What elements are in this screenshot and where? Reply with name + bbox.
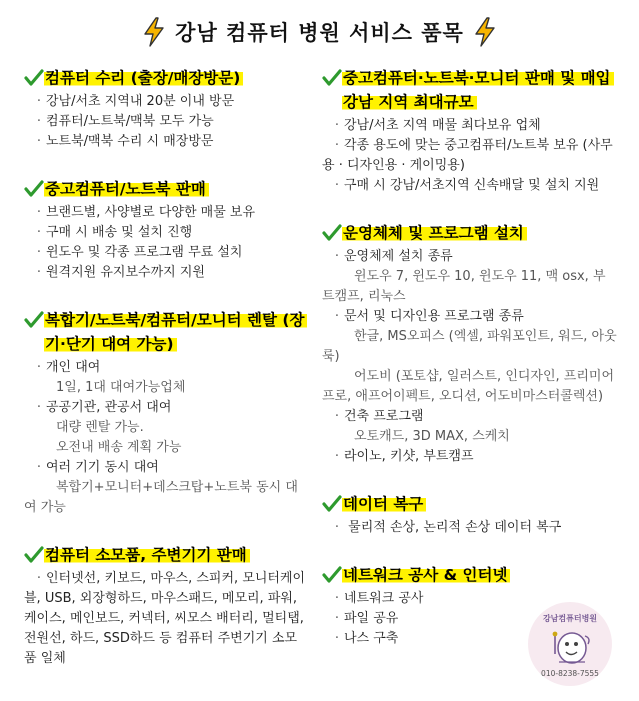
list-item-text: 각종 용도에 맞는 중고컴퓨터/노트북 보유 (사무용 · 디자인용 · 게이밍용): [322, 138, 613, 173]
list-sub-item: 오토캐드, 3D MAX, 스케치: [354, 429, 510, 444]
check-mark-icon: [24, 311, 44, 329]
check-mark-icon: [24, 180, 44, 198]
left-column: [24, 66, 308, 694]
section-heading: [44, 66, 243, 90]
list-item-text: 윈도우 및 각종 프로그램 무료 설치: [46, 245, 243, 260]
list-item-text: 원격지원 유지보수까지 지원: [46, 265, 205, 280]
section-heading: [342, 66, 618, 114]
company-logo: [528, 602, 612, 686]
list-item: · 문서 및 디자인용 프로그램 종류: [334, 309, 524, 324]
list-item-text: 구매 시 강남/서초지역 신속배달 및 설치 지원: [344, 178, 600, 193]
list-item: · 운영체제 설치 종류: [334, 249, 453, 264]
check-mark-icon: [24, 69, 44, 87]
list-item: · 건축 프로그램: [334, 409, 424, 424]
list-item: · 여러 기기 동시 대여: [36, 460, 159, 475]
list-item: · 브랜드별, 사양별로 다양한 매물 보유: [36, 205, 256, 220]
lightning-bolt-icon: [143, 17, 165, 47]
list-item: · 구매 시 배송 및 설치 진행: [36, 225, 193, 240]
service-section: [322, 492, 618, 538]
list-item: · 강남/서초 지역 매물 최다보유 업체: [334, 118, 541, 133]
service-section: [24, 66, 308, 152]
list-sub-item: 오전내 배송 계획 가능: [56, 440, 182, 455]
section-heading-text: 운영체체 및 프로그램 설치: [342, 224, 527, 242]
check-mark-icon: [24, 546, 44, 564]
list-item-text: 구매 시 배송 및 설치 진행: [46, 225, 193, 240]
list-item-text: 운영체제 설치 종류: [344, 249, 453, 264]
list-item-text: 브랜드별, 사양별로 다양한 매물 보유: [46, 205, 256, 220]
list-item: · 구매 시 강남/서초지역 신속배달 및 설치 지원: [334, 178, 600, 193]
list-item: · 물리적 손상, 논리적 손상 데이터 복구: [334, 520, 562, 535]
lightning-bolt-icon: [474, 17, 496, 47]
list-item: · 개인 대여: [36, 360, 101, 375]
list-item-text: 건축 프로그램: [344, 409, 424, 424]
list-item: · 라이노, 키샷, 부트캠프: [334, 449, 474, 464]
section-heading-text: 컴퓨터 수리 (출장/매장방문): [44, 69, 243, 87]
list-item: · 컴퓨터/노트북/맥북 모두 가능: [36, 114, 214, 129]
page-title: 강남 컴퓨터 병원 서비스 품목: [175, 21, 464, 45]
check-mark-icon: [322, 224, 342, 242]
list-item-text: 문서 및 디자인용 프로그램 종류: [344, 309, 524, 324]
list-item-text: 공공기관, 관공서 대여: [46, 400, 172, 415]
list-item-text: 라이노, 키샷, 부트캠프: [344, 449, 474, 464]
list-item: · 네트워크 공사: [334, 591, 424, 606]
list-item: · 노트북/맥북 수리 시 매장방문: [36, 134, 214, 149]
list-item-text: 강남/서초 지역 매물 최다보유 업체: [344, 118, 541, 133]
list-item-text: 인터넷선, 키보드, 마우스, 스피커, 모니터케이블, USB, 외장형하드, 마우스패드, 메모리, 파워, 케이스, 메인보드, 커넥터, 씨모스 배터리, 멀티탭, 전원선, 하드, SSD하드 등 컴퓨터 주변기기 소모품 일체: [24, 571, 306, 666]
mascot-logo-icon: [547, 624, 593, 668]
check-mark-icon: [322, 495, 342, 513]
section-heading: [44, 308, 308, 356]
list-item-text: 강남/서초 지역내 20분 이내 방문: [46, 94, 235, 109]
list-sub-item-text: 한글, MS오피스 (엑셀, 파워포인트, 워드, 아웃룩): [322, 329, 617, 364]
section-heading: [342, 221, 527, 245]
list-sub-item: 대량 렌탈 가능.: [56, 420, 144, 435]
section-heading: [342, 563, 510, 587]
list-item: · 파일 공유: [334, 611, 399, 626]
list-sub-item-text: 복합기+모니터+데스크탑+노트북 동시 대여 가능: [24, 480, 298, 515]
list-item-text: 개인 대여: [46, 360, 101, 375]
check-mark-icon: [322, 566, 342, 584]
section-heading-text: 네트워크 공사 & 인터넷: [342, 566, 510, 584]
logo-name: 강남컴퓨터병원: [542, 613, 598, 623]
section-heading: [44, 543, 250, 567]
section-heading-text: 컴퓨터 소모품, 주변기기 판매: [44, 546, 250, 564]
section-heading: [44, 177, 209, 201]
list-item-text: 파일 공유: [344, 611, 399, 626]
list-item-text: 여러 기기 동시 대여: [46, 460, 159, 475]
list-item-text: 물리적 손상, 논리적 손상 데이터 복구: [344, 520, 562, 535]
section-heading-text: 중고컴퓨터/노트북 판매: [44, 180, 209, 198]
list-item: · 인터넷선, 키보드, 마우스, 스피커, 모니터케이블, USB, 외장형하드, 마우스패드, 메모리, 파워, 케이스, 메인보드, 커넥터, 씨모스 배터리, 멀티탭, 전원선, 하드, SSD하드 등 컴퓨터 주변기기 소모품 일체: [24, 571, 306, 666]
list-sub-item: [322, 267, 618, 307]
page-title-bar: [0, 14, 639, 50]
list-item: · 각종 용도에 맞는 중고컴퓨터/노트북 보유 (사무용 · 디자인용 · 게이밍용): [322, 138, 613, 173]
section-heading-text: 중고컴퓨터·노트북·모니터 판매 및 매입 강남 지역 최대규모: [342, 69, 614, 111]
service-section: [24, 308, 308, 518]
list-item-text: 노트북/맥북 수리 시 매장방문: [46, 134, 214, 149]
service-section: [24, 543, 308, 669]
section-heading: [342, 492, 426, 516]
list-item: · 원격지원 유지보수까지 지원: [36, 265, 205, 280]
service-section: [24, 177, 308, 283]
list-item: · 나스 구축: [334, 631, 399, 646]
logo-phone: 010-8238-7555: [541, 668, 599, 678]
list-sub-item: [322, 367, 618, 407]
service-section: [322, 66, 618, 196]
list-sub-item-text: 윈도우 7, 윈도우 10, 윈도우 11, 맥 osx, 부트캠프, 리눅스: [322, 269, 606, 304]
section-heading-text: 데이터 복구: [342, 495, 426, 513]
list-item: · 공공기관, 관공서 대여: [36, 400, 172, 415]
right-column: [322, 66, 618, 674]
list-item-text: 컴퓨터/노트북/맥북 모두 가능: [46, 114, 214, 129]
list-item-text: 나스 구축: [344, 631, 399, 646]
service-section: [322, 221, 618, 467]
list-sub-item: [322, 327, 618, 367]
check-mark-icon: [322, 69, 342, 87]
list-sub-item: [24, 478, 308, 518]
section-heading-text: 복합기/노트북/컴퓨터/모니터 렌탈 (장기·단기 대여 가능): [44, 311, 307, 353]
list-sub-item-text: 어도비 (포토샵, 일러스트, 인디자인, 프리미어프로, 애프어이펙트, 오디션, 어도비마스터콜렉션): [322, 369, 615, 404]
list-item-text: 네트워크 공사: [344, 591, 424, 606]
list-item: · 윈도우 및 각종 프로그램 무료 설치: [36, 245, 243, 260]
list-sub-item: 1일, 1대 대여가능업체: [56, 380, 186, 395]
list-item: · 강남/서초 지역내 20분 이내 방문: [36, 94, 235, 109]
